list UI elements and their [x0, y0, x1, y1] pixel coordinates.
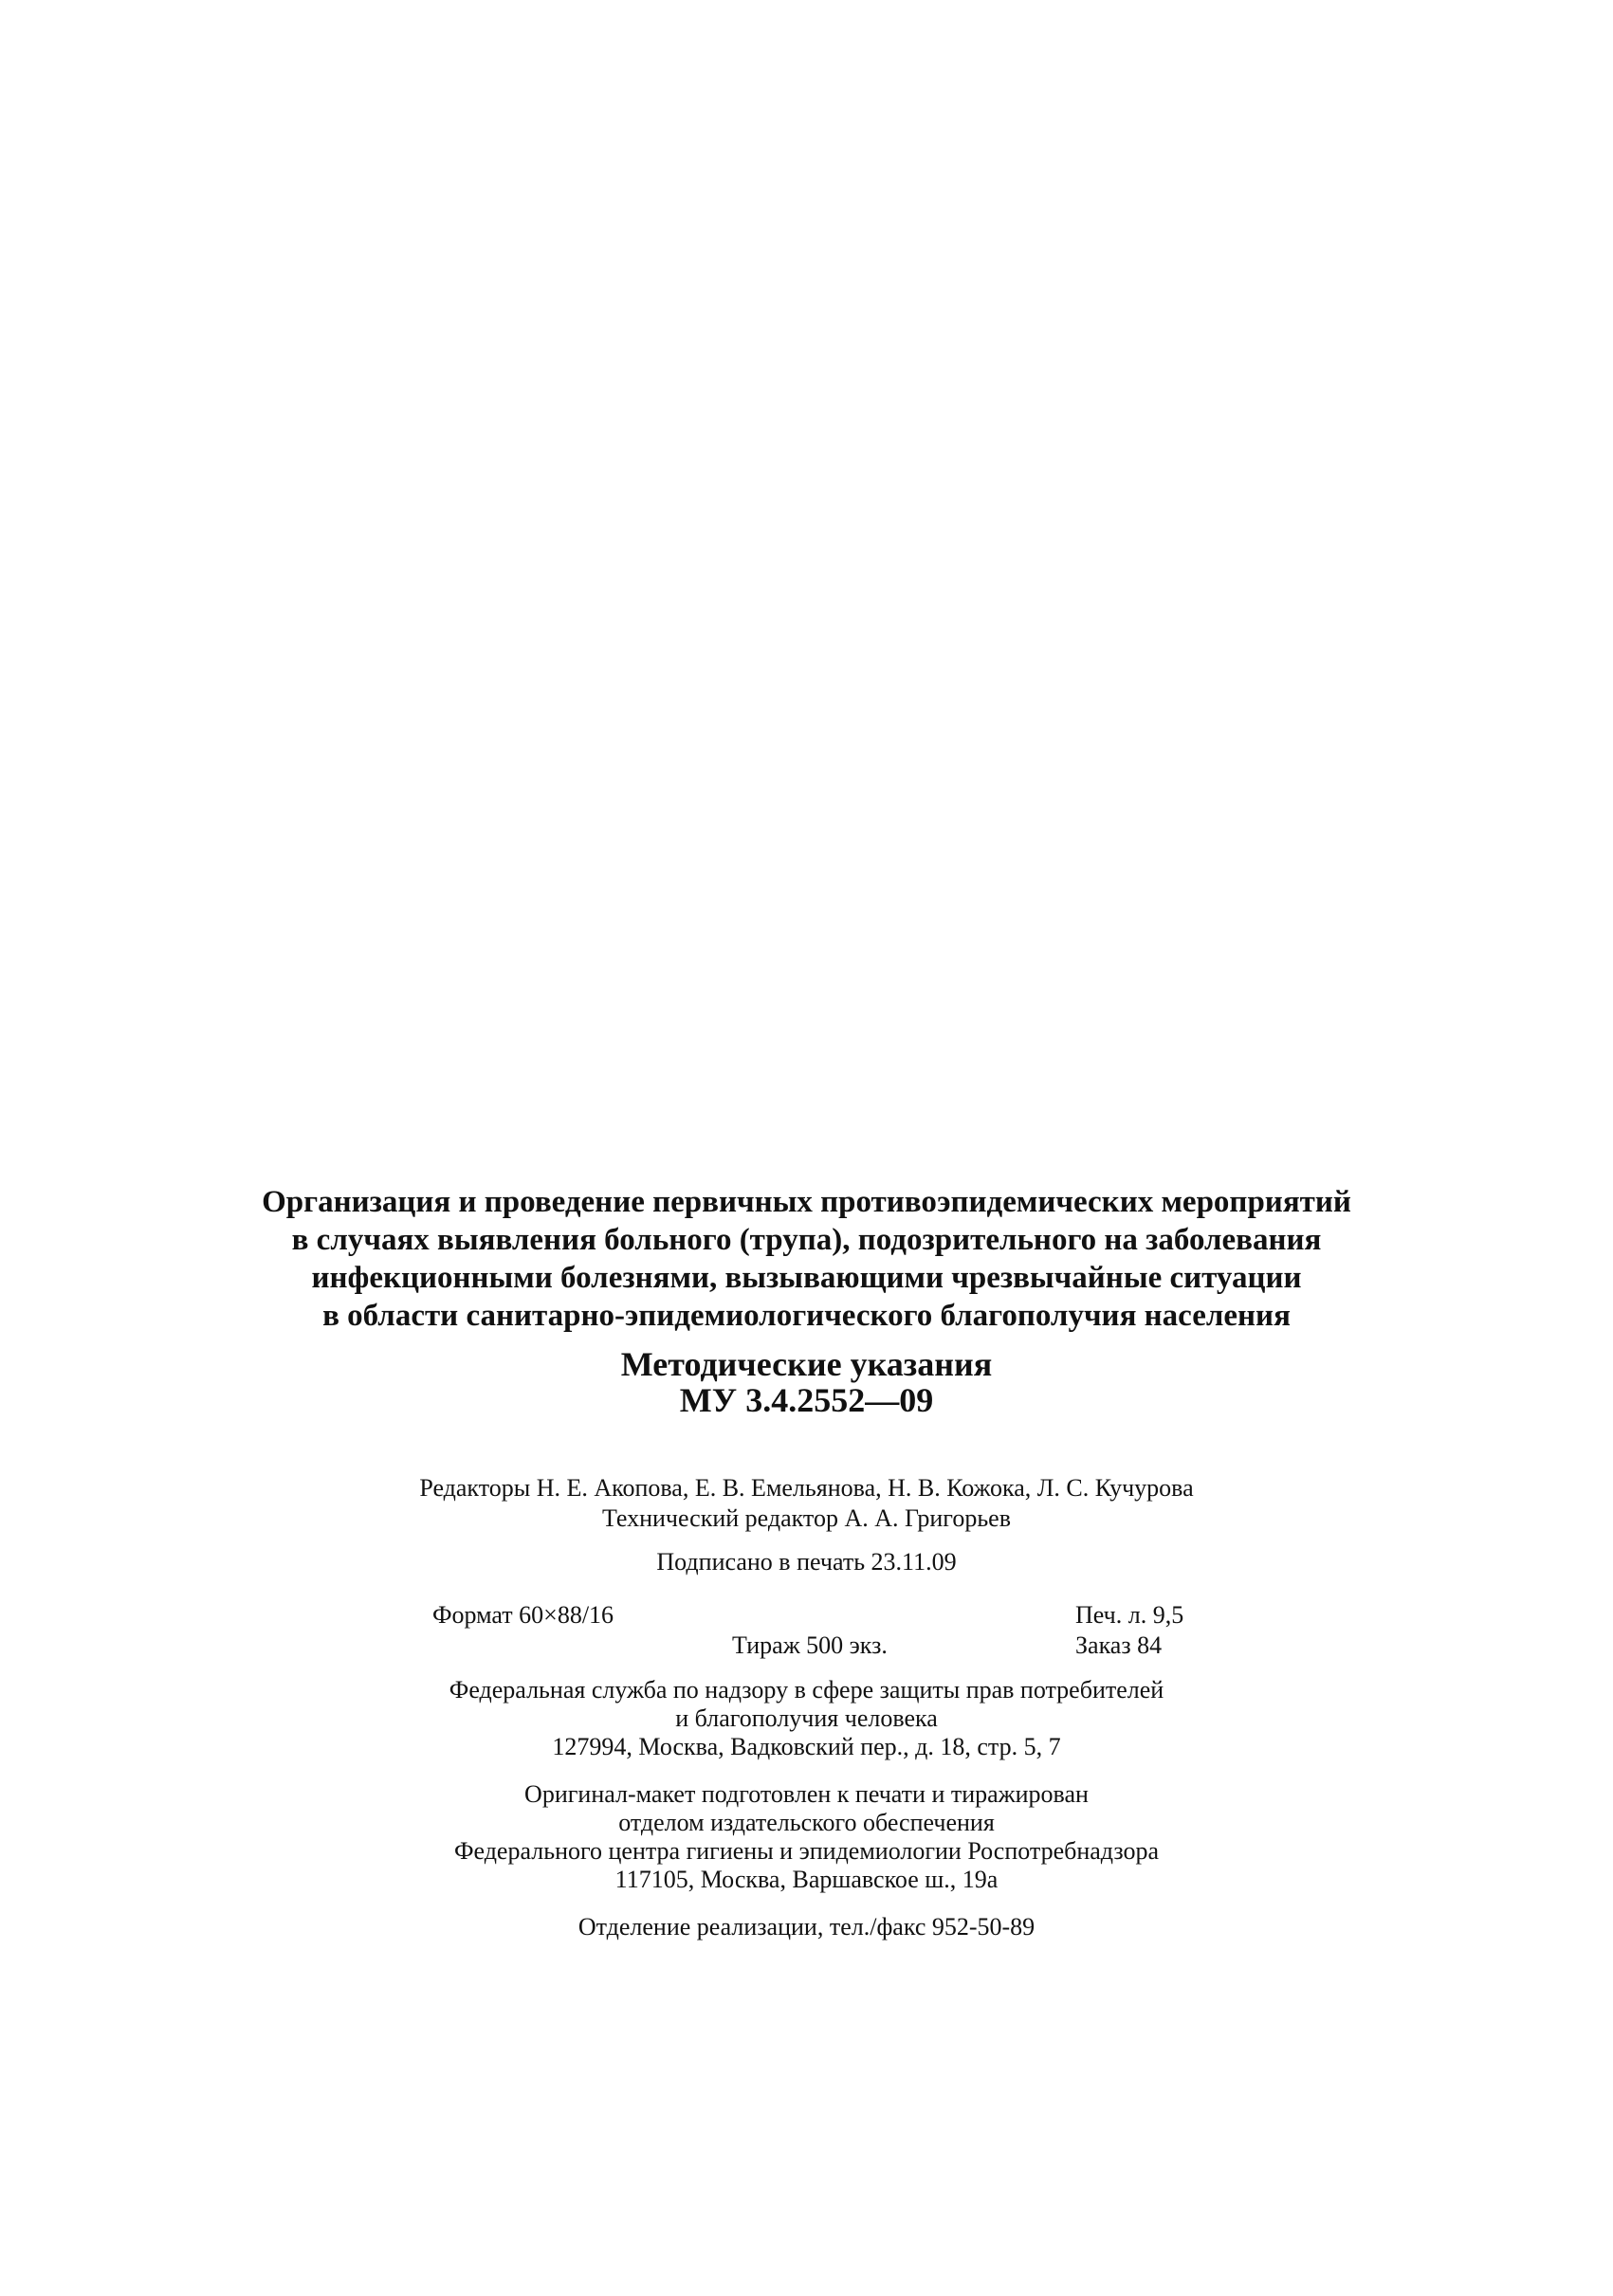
spec-print-run: Тираж 500 экз. [732, 1631, 888, 1659]
producer-line: отделом издательского обеспечения [618, 1809, 995, 1836]
title-line: инфекционными болезнями, вызывающими чрезвычайные ситуации [311, 1261, 1302, 1295]
publisher-line: и благополучия человека [675, 1704, 938, 1732]
credits [0, 1473, 1613, 1534]
producer-block [0, 1780, 1613, 1894]
document-title [0, 1183, 1613, 1335]
document-type [0, 1346, 1613, 1418]
document-type-label: Методические указания [620, 1345, 993, 1383]
title-line: в случаях выявления больного (трупа), подозрительного на заболевания [291, 1223, 1322, 1257]
publisher-block [0, 1676, 1613, 1761]
producer-line: Оригинал-макет подготовлен к печати и тиражирован [524, 1780, 1089, 1808]
producer-line: Федерального центра гигиены и эпидемиологии Роспотребнадзора [453, 1837, 1160, 1865]
title-line: в области санитарно-эпидемиологического благополучия населения [322, 1299, 1291, 1333]
producer-address: 117105, Москва, Варшавское ш., 19а [614, 1866, 999, 1893]
spec-printed-sheets: Печ. л. 9,5 [1075, 1601, 1184, 1629]
spec-format: Формат 60×88/16 [432, 1601, 614, 1629]
signed-to-print: Подписано в печать 23.11.09 [656, 1548, 957, 1576]
publisher-line: Федеральная служба по надзору в сфере защиты прав потребителей [449, 1676, 1164, 1704]
title-line: Организация и проведение первичных противоэпидемических мероприятий [262, 1185, 1351, 1219]
imprint-page [0, 1183, 1613, 1941]
publisher-address: 127994, Москва, Вадковский пер., д. 18, стр. 5, 7 [552, 1733, 1061, 1760]
technical-editor: Технический редактор А. А. Григорьев [601, 1504, 1011, 1532]
sales-contact: Отделение реализации, тел./факс 952-50-89 [577, 1913, 1036, 1941]
document-number: МУ 3.4.2552—09 [679, 1381, 934, 1419]
editors: Редакторы Н. Е. Акопова, Е. В. Емельянова, Н. В. Кожока, Л. С. Кучурова [419, 1474, 1194, 1502]
print-specs [0, 1600, 1613, 1661]
spec-order-number: Заказ 84 [1075, 1631, 1163, 1659]
